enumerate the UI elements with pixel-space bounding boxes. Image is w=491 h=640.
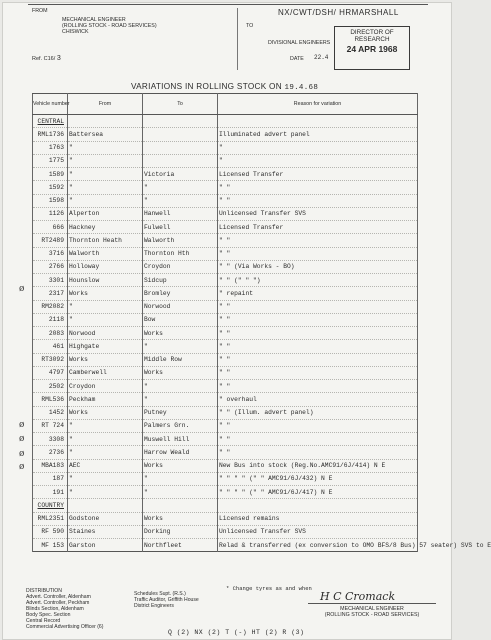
reason-cell: Licensed Transfer (218, 168, 418, 181)
distribution-item: Advert. Controller, Peckham (26, 600, 90, 606)
to-cell (143, 115, 218, 128)
margin-mark: ø (19, 284, 25, 294)
vehicle-number: MBA183 (33, 459, 68, 472)
table-row (33, 313, 418, 326)
table-row (33, 260, 418, 273)
vehicle-number: 2083 (33, 327, 68, 340)
vehicle-number: 187 (33, 472, 68, 485)
to-handwritten: NX/CWT/DSH/ HRMARSHALL (278, 8, 399, 17)
reason-cell: Unlicensed Transfer SVS (218, 207, 418, 220)
col-header-vehicle: Vehicle number (33, 94, 68, 115)
vehicle-number: 1452 (33, 406, 68, 419)
vehicle-number: 2502 (33, 380, 68, 393)
vehicle-number: 666 (33, 221, 68, 234)
from-cell (68, 115, 143, 128)
vehicle-number: RT3092 (33, 353, 68, 366)
signature-title-line: (ROLLING STOCK - ROAD SERVICES) (324, 612, 420, 619)
to-cell: Muswell Hill (143, 433, 218, 446)
distribution-item: Central Record (26, 618, 61, 624)
reason-cell: " " (218, 181, 418, 194)
reason-cell: " (218, 141, 418, 154)
to-cell: Walworth (143, 234, 218, 247)
reason-cell: New Bus into stock (Reg.No.AMC91/6J/414) N E (218, 459, 418, 472)
table-row (33, 207, 418, 220)
reason-cell: " " (218, 194, 418, 207)
reason-cell: " " (218, 446, 418, 459)
vehicle-number: 3308 (33, 433, 68, 446)
reason-cell: " overhaul (218, 393, 418, 406)
table-row (33, 194, 418, 207)
to-cell: Harrow Weald (143, 446, 218, 459)
to-cell: " (143, 340, 218, 353)
vehicle-number: RT 724 (33, 419, 68, 432)
from-cell (68, 499, 143, 512)
to-cell (143, 499, 218, 512)
table-row (33, 512, 418, 525)
footer-note: * Change tyres as and when (226, 585, 312, 592)
to-cell: Croydon (143, 260, 218, 273)
title-text: VARIATIONS IN ROLLING STOCK ON (131, 82, 282, 91)
margin-mark: ø (19, 434, 25, 444)
reason-cell: " " " " (" " AMC91/6J/417) N E (218, 486, 418, 499)
to-label: TO (246, 23, 254, 29)
to-cell: Bow (143, 313, 218, 326)
from-cell: Hackney (68, 221, 143, 234)
reason-cell: Unlicensed Transfer SVS (218, 525, 418, 538)
table-row (33, 274, 418, 287)
signature-rule (308, 603, 436, 604)
table-row (33, 393, 418, 406)
table-row (33, 340, 418, 353)
table-row (33, 486, 418, 499)
table-row (33, 168, 418, 181)
from-cell: " (68, 313, 143, 326)
vehicle-number: 1598 (33, 194, 68, 207)
stamp-line: DIRECTOR OF (350, 29, 394, 36)
vehicle-number: COUNTRY (33, 499, 68, 512)
reason-cell: Licensed Transfer (218, 221, 418, 234)
table-row (33, 300, 418, 313)
vehicle-number: 1775 (33, 154, 68, 167)
from-cell: Walworth (68, 247, 143, 260)
date-label: DATE (290, 56, 304, 62)
reason-cell: " (218, 154, 418, 167)
table-header-row (33, 94, 418, 115)
to-cell: Norwood (143, 300, 218, 313)
distribution-item: Advert. Controller, Aldenham (26, 594, 91, 600)
table-row (33, 234, 418, 247)
from-cell: Hounslow (68, 274, 143, 287)
from-cell: " (68, 446, 143, 459)
from-line: MECHANICAL ENGINEER (62, 17, 126, 23)
margin-mark: ø (19, 420, 25, 430)
received-stamp (334, 26, 410, 70)
reason-cell: " " " " (" " AMC91/6J/432) N E (218, 472, 418, 485)
reason-cell: " " (218, 313, 418, 326)
table-row (33, 472, 418, 485)
section-row (33, 115, 418, 128)
distribution-item: Body Spec. Section (26, 612, 71, 618)
vehicle-number: 1589 (33, 168, 68, 181)
to-cell (143, 154, 218, 167)
from-cell: Camberwell (68, 366, 143, 379)
page-title (131, 82, 318, 92)
col-header-to: To (143, 94, 218, 115)
from-cell: AEC (68, 459, 143, 472)
stamp-date: 24 APR 1968 (346, 44, 398, 54)
vehicle-number: 2317 (33, 287, 68, 300)
to-cell: Middle Row (143, 353, 218, 366)
from-cell: " (68, 300, 143, 313)
reference (32, 56, 61, 62)
table-row (33, 446, 418, 459)
vehicle-number: 3716 (33, 247, 68, 260)
distribution-item: Schedules Supt. (R.S.) (134, 591, 186, 597)
table-row (33, 406, 418, 419)
vehicle-number: CENTRAL (33, 115, 68, 128)
date-value: 22.4 (314, 54, 329, 61)
reason-cell: " " (218, 300, 418, 313)
table-row (33, 221, 418, 234)
to-cell: Works (143, 327, 218, 340)
table-row (33, 380, 418, 393)
reason-cell (218, 115, 418, 128)
table-row (33, 459, 418, 472)
to-cell: Victoria (143, 168, 218, 181)
from-cell: Highgate (68, 340, 143, 353)
vehicle-number: 1763 (33, 141, 68, 154)
vehicle-number: MF 153 (33, 539, 68, 552)
from-cell: " (68, 433, 143, 446)
from-label: FROM (32, 8, 48, 14)
table-row (33, 128, 418, 141)
to-cell: Thornton Hth (143, 247, 218, 260)
table-body (33, 115, 491, 552)
col-header-reason: Reason for variation (218, 94, 418, 115)
from-cell: Garston (68, 539, 143, 552)
to-cell: " (143, 486, 218, 499)
from-cell: " (68, 194, 143, 207)
reason-cell (218, 499, 418, 512)
reason-cell: " " (Via Works - BO) (218, 260, 418, 273)
from-cell: Staines (68, 525, 143, 538)
table-row (33, 247, 418, 260)
to-cell: Bromley (143, 287, 218, 300)
from-cell: Peckham (68, 393, 143, 406)
reason-cell: " " (" " ") (218, 274, 418, 287)
to-cell: " (143, 472, 218, 485)
to-cell: Sidcup (143, 274, 218, 287)
reason-cell: Illuminated advert panel (218, 128, 418, 141)
ref-label: Ref. C16/ (32, 56, 56, 62)
reason-cell: " " (218, 380, 418, 393)
copy-counts: Q (2) NX (2) T (-) HT (2) R (3) (168, 629, 305, 636)
from-cell: " (68, 154, 143, 167)
reason-cell: " " (218, 419, 418, 432)
from-cell: Works (68, 406, 143, 419)
table-row (33, 525, 418, 538)
table-row (33, 154, 418, 167)
vehicle-number: RT2489 (33, 234, 68, 247)
distribution-item: Blinds Section, Aldenham (26, 606, 84, 612)
signature: H C Cromack (320, 590, 396, 603)
signature-title (302, 606, 442, 618)
to-cell (143, 128, 218, 141)
reason-cell: " " (218, 366, 418, 379)
table-row (33, 327, 418, 340)
signature-title-line: MECHANICAL ENGINEER (340, 606, 404, 612)
reason-cell: " " (218, 327, 418, 340)
table-row (33, 181, 418, 194)
vehicle-number: RML1736 (33, 128, 68, 141)
to-cell: Works (143, 366, 218, 379)
from-cell: Godstone (68, 512, 143, 525)
header-divider (237, 8, 238, 70)
reason-cell: Relad & transferred (ex conversion to OMO BFS/8 Bus) 57 seater) SVS to E (218, 539, 418, 552)
to-cell: Works (143, 459, 218, 472)
from-cell: Croydon (68, 380, 143, 393)
to-cell: Palmers Grn. (143, 419, 218, 432)
variations-table (32, 93, 491, 552)
reason-cell: Licensed remains (218, 512, 418, 525)
reason-cell: " repaint (218, 287, 418, 300)
to-cell: Fulwell (143, 221, 218, 234)
vehicle-number: RML2351 (33, 512, 68, 525)
vehicle-number: 4797 (33, 366, 68, 379)
vehicle-number: 1592 (33, 181, 68, 194)
table-row (33, 287, 418, 300)
table-row (33, 353, 418, 366)
from-cell: Holloway (68, 260, 143, 273)
to-cell: Putney (143, 406, 218, 419)
table-row (33, 539, 418, 552)
from-cell: " (68, 141, 143, 154)
distribution-label: DISTRIBUTION (26, 588, 62, 594)
stamp-line: RESEARCH (354, 36, 390, 43)
from-line: CHISWICK (62, 29, 89, 36)
reason-cell: " " (218, 353, 418, 366)
distribution-item: District Engineers (134, 603, 174, 609)
to-cell (143, 141, 218, 154)
vehicle-number: 3301 (33, 274, 68, 287)
table-row (33, 433, 418, 446)
table-row (33, 419, 418, 432)
vehicle-number: RM2082 (33, 300, 68, 313)
from-cell: Thornton Heath (68, 234, 143, 247)
from-address (62, 17, 157, 36)
table-row (33, 366, 418, 379)
reason-cell: " " (218, 234, 418, 247)
distribution-list-2 (134, 591, 199, 609)
to-address: DIVISIONAL ENGINEERS (268, 40, 331, 46)
from-cell: " (68, 486, 143, 499)
to-cell: Northfleet (143, 539, 218, 552)
from-cell: Alperton (68, 207, 143, 220)
from-cell: Works (68, 353, 143, 366)
from-cell: " (68, 419, 143, 432)
from-line: (ROLLING STOCK - ROAD SERVICES) (62, 23, 157, 30)
from-cell: Battersea (68, 128, 143, 141)
to-cell: " (143, 393, 218, 406)
from-cell: " (68, 168, 143, 181)
from-cell: " (68, 181, 143, 194)
from-cell: " (68, 472, 143, 485)
vehicle-number: RML536 (33, 393, 68, 406)
vehicle-number: RF 590 (33, 525, 68, 538)
from-cell: Norwood (68, 327, 143, 340)
table-row (33, 141, 418, 154)
to-cell: Works (143, 512, 218, 525)
ref-value: 3 (56, 55, 61, 63)
margin-mark: ø (19, 462, 25, 472)
to-cell: Dorking (143, 525, 218, 538)
to-cell: " (143, 181, 218, 194)
section-row (33, 499, 418, 512)
to-cell: " (143, 380, 218, 393)
vehicle-number: 2736 (33, 446, 68, 459)
distribution-item: Commercial Advertising Officer (6) (26, 624, 104, 630)
vehicle-number: 461 (33, 340, 68, 353)
col-header-from: From (68, 94, 143, 115)
distribution-list (26, 588, 103, 630)
title-date: 19.4.68 (284, 84, 319, 92)
from-cell: Works (68, 287, 143, 300)
vehicle-number: 2766 (33, 260, 68, 273)
vehicle-number: 2118 (33, 313, 68, 326)
vehicle-number: 1126 (33, 207, 68, 220)
to-cell: " (143, 194, 218, 207)
reason-cell: " " (218, 340, 418, 353)
reason-cell: " " (218, 247, 418, 260)
distribution-item: Traffic Auditor, Griffith House (134, 597, 199, 603)
reason-cell: " " (218, 433, 418, 446)
to-cell: Hanwell (143, 207, 218, 220)
reason-cell: " " (Illum. advert panel) (218, 406, 418, 419)
margin-mark: ø (19, 449, 25, 459)
vehicle-number: 191 (33, 486, 68, 499)
